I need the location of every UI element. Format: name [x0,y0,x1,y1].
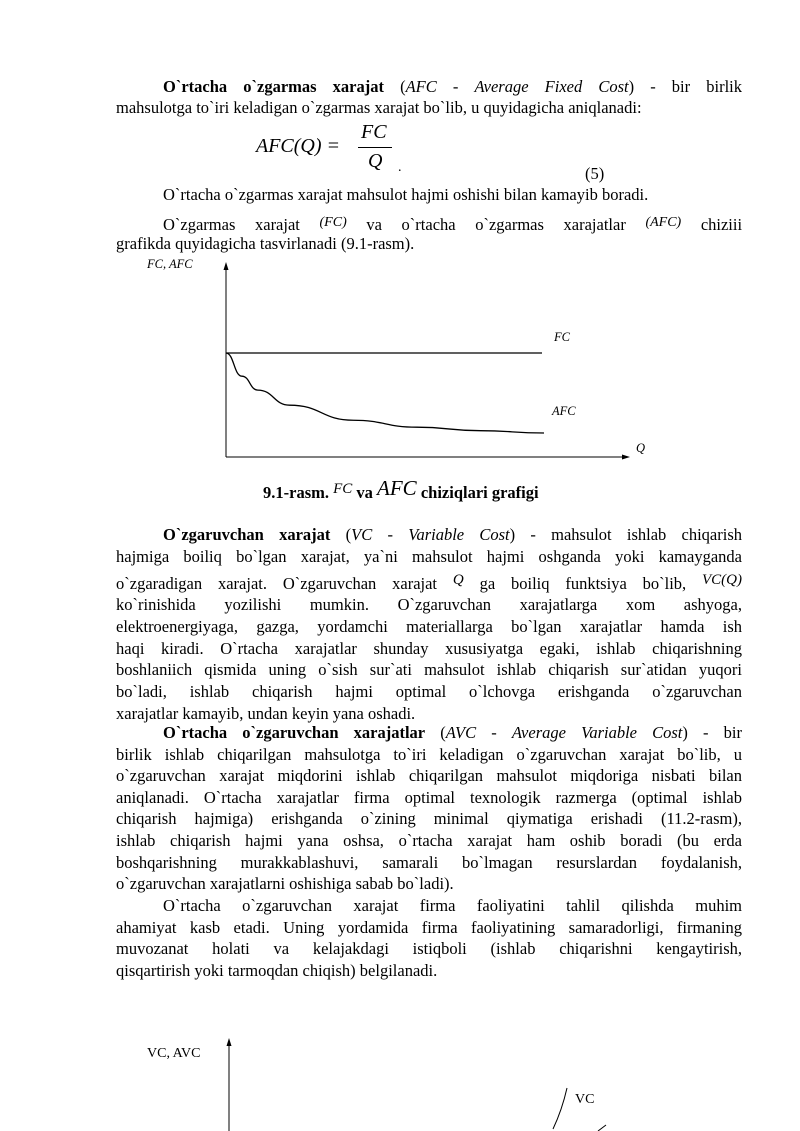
series-line-afc [226,353,544,433]
graph-intro-part3: chiziii [700,215,743,234]
vc-line3-b: ga boiliq funktsiya bo`lib, [479,574,687,593]
importance-line2: ahamiyat kasb etadi. Uning yordamida firma faoliyatining samaradorligi, firmaning [116,918,742,937]
afc-line1-tail: - bir birlik [650,77,742,96]
vc-line6: haqi kiradi. O`rtacha xarajatlar shunday xususiyatga egaki, ishlab chiqarishning [116,639,742,658]
afc-abbr: AFC [405,77,437,96]
formula-denominator: Q [368,150,383,172]
vc-expansion: Variable Cost [408,525,510,544]
fc-symbol: (FC) [319,215,347,230]
vc-line3 [116,570,742,594]
vc-line9: xarajatlar kamayib, undan keyin yana oshadi. [116,704,416,723]
avc-line4: aniqlanadi. O`rtacha xarajatlar firma optimal texnologik razmerga (optimal ishlab [116,788,742,807]
chart-axes [224,262,631,460]
avc-curve-fragment [598,1125,606,1131]
vc-line3-a: o`zgaradigan xarajat. O`zgaruvchan xarajat [116,574,438,593]
series-label-fc: FC [554,330,570,344]
avc-line6: ishlab chiqarish hajmi yana oshsa, o`rtacha xarajat ham oshib boradi (bu erda [116,831,742,850]
vc-line5: elektroenergiyaga, gazga, yordamchi materiallarga bo`lgan xarajatlar hamda ish [116,617,742,636]
avc-line3: o`zgaruvchan xarajat miqdorini ishlab chiqarilgan mahsulot miqdoriga nisbati bilan [116,766,742,785]
y-axis-arrow [224,262,229,270]
y-axis-label: FC, AFC [147,257,193,271]
formula-numerator: FC [361,121,387,143]
graph-intro-part1: O`zgarmas xarajat [163,215,300,234]
vc-line8: bo`ladi, ishlab chiqarish hajmi optimal o`lchovga erishganda o`zgaruvchan [116,682,742,701]
fig2-y-axis-label: VC, AVC [147,1046,201,1061]
x-axis-arrow [622,455,630,460]
avc-line1-tail: - bir [703,723,743,742]
afc-decrease-text: O`rtacha o`zgarmas xarajat mahsulot hajmi oshishi bilan kamayib boradi. [163,185,649,204]
fig1-caption-fc: FC [333,481,353,497]
vc-line4: ko`rinishida yozilishi mumkin. O`zgaruvchan xarajatlarga xom ashyoga, [116,595,742,614]
avc-abbr: AVC [445,723,477,742]
vc-line2: hajmiga boiliq bo`lgan xarajat, ya`ni mahsulot hajmi oshganda yoki kamayganda [116,547,742,566]
graph-intro-part2: va o`rtacha o`zgarmas xarajatlar [366,215,626,234]
fig1-caption-va: va [356,483,373,502]
graph-intro-line2: grafikda quyidagicha tasvirlanadi (9.1-rasm). [116,234,415,253]
fig1-caption [263,476,539,503]
fig2-vc-label: VC [575,1092,595,1107]
vc-line1: O`zgaruvchan xarajat (VC - Variable Cost) - mahsulot ishlab chiqarish [163,525,743,544]
vcq-symbol: VC(Q) [702,572,743,588]
series-label-afc: AFC [552,404,576,418]
afc-term: O`rtacha o`zgarmas xarajat [163,77,384,96]
importance-line1: O`rtacha o`zgaruvchan xarajat firma faoliyatini tahlil qilishda muhim [163,896,742,915]
importance-line4: qisqartirish yoki tarmoqdan chiqish) belgilanadi. [116,961,438,980]
q-symbol: Q [452,572,464,588]
avc-expansion: Average Variable Cost [511,723,683,742]
vc-curve [553,1088,567,1129]
vc-term: O`zgaruvchan xarajat [163,525,331,544]
avc-term: O`rtacha o`zgaruvchan xarajatlar [163,723,426,742]
avc-line7: boshqarishning murakkablashuvi, samarali bo`lmagan resurslardan foydalanish, [116,853,742,872]
vc-line1-tail: - mahsulot ishlab chiqarish [530,525,743,544]
avc-line8: o`zgaruvchan xarajatlarni oshishiga sabab bo`ladi). [116,874,454,893]
formula-lhs: AFC(Q) = [256,135,341,157]
afc-expansion: Average Fixed Cost [474,77,629,96]
avc-line5: chiqarish hajmiga) erishganda o`zining minimal qiymatiga erishadi (11.2-rasm), [116,809,742,828]
fig1-caption-afc: AFC [377,476,417,500]
vc-line7: boshlaniich qismida uning o`sish sur`ati mahsulot ishlab chiqarish sur`atidan yuqori [116,660,742,679]
vc-abbr: VC [351,525,373,544]
afc-definition-line1: O`rtacha o`zgarmas xarajat (AFC - Average Fixed Cost) - bir birlik [163,77,742,96]
afc-definition-line2: mahsulotga to`iri keladigan o`zgarmas xarajat bo`lib, u quyidagicha aniqlanadi: [116,98,642,117]
importance-line3: muvozanat holati va kelajakdagi istiqboli (ishlab chiqarishni kengaytirish, [116,939,742,958]
fig2-y-axis-arrow [227,1038,232,1046]
avc-line1: O`rtacha o`zgaruvchan xarajatlar (AVC - Average Variable Cost) - bir [163,723,743,742]
chart-series [226,330,576,433]
avc-line2: birlik ishlab chiqarilgan mahsulotga to`iri keladigan o`zgaruvchan xarajat bo`lib, u [116,745,742,764]
formula-dot: . [398,160,402,175]
vc-avc-chart [0,1030,800,1131]
fig1-caption-rest: chiziqlari grafigi [420,483,539,502]
fc-afc-chart [0,0,800,480]
formula-number: (5) [585,164,605,183]
x-axis-label: Q [636,441,646,455]
fig1-caption-label: 9.1-rasm. [263,483,329,502]
afc-symbol: (AFC) [645,215,682,230]
